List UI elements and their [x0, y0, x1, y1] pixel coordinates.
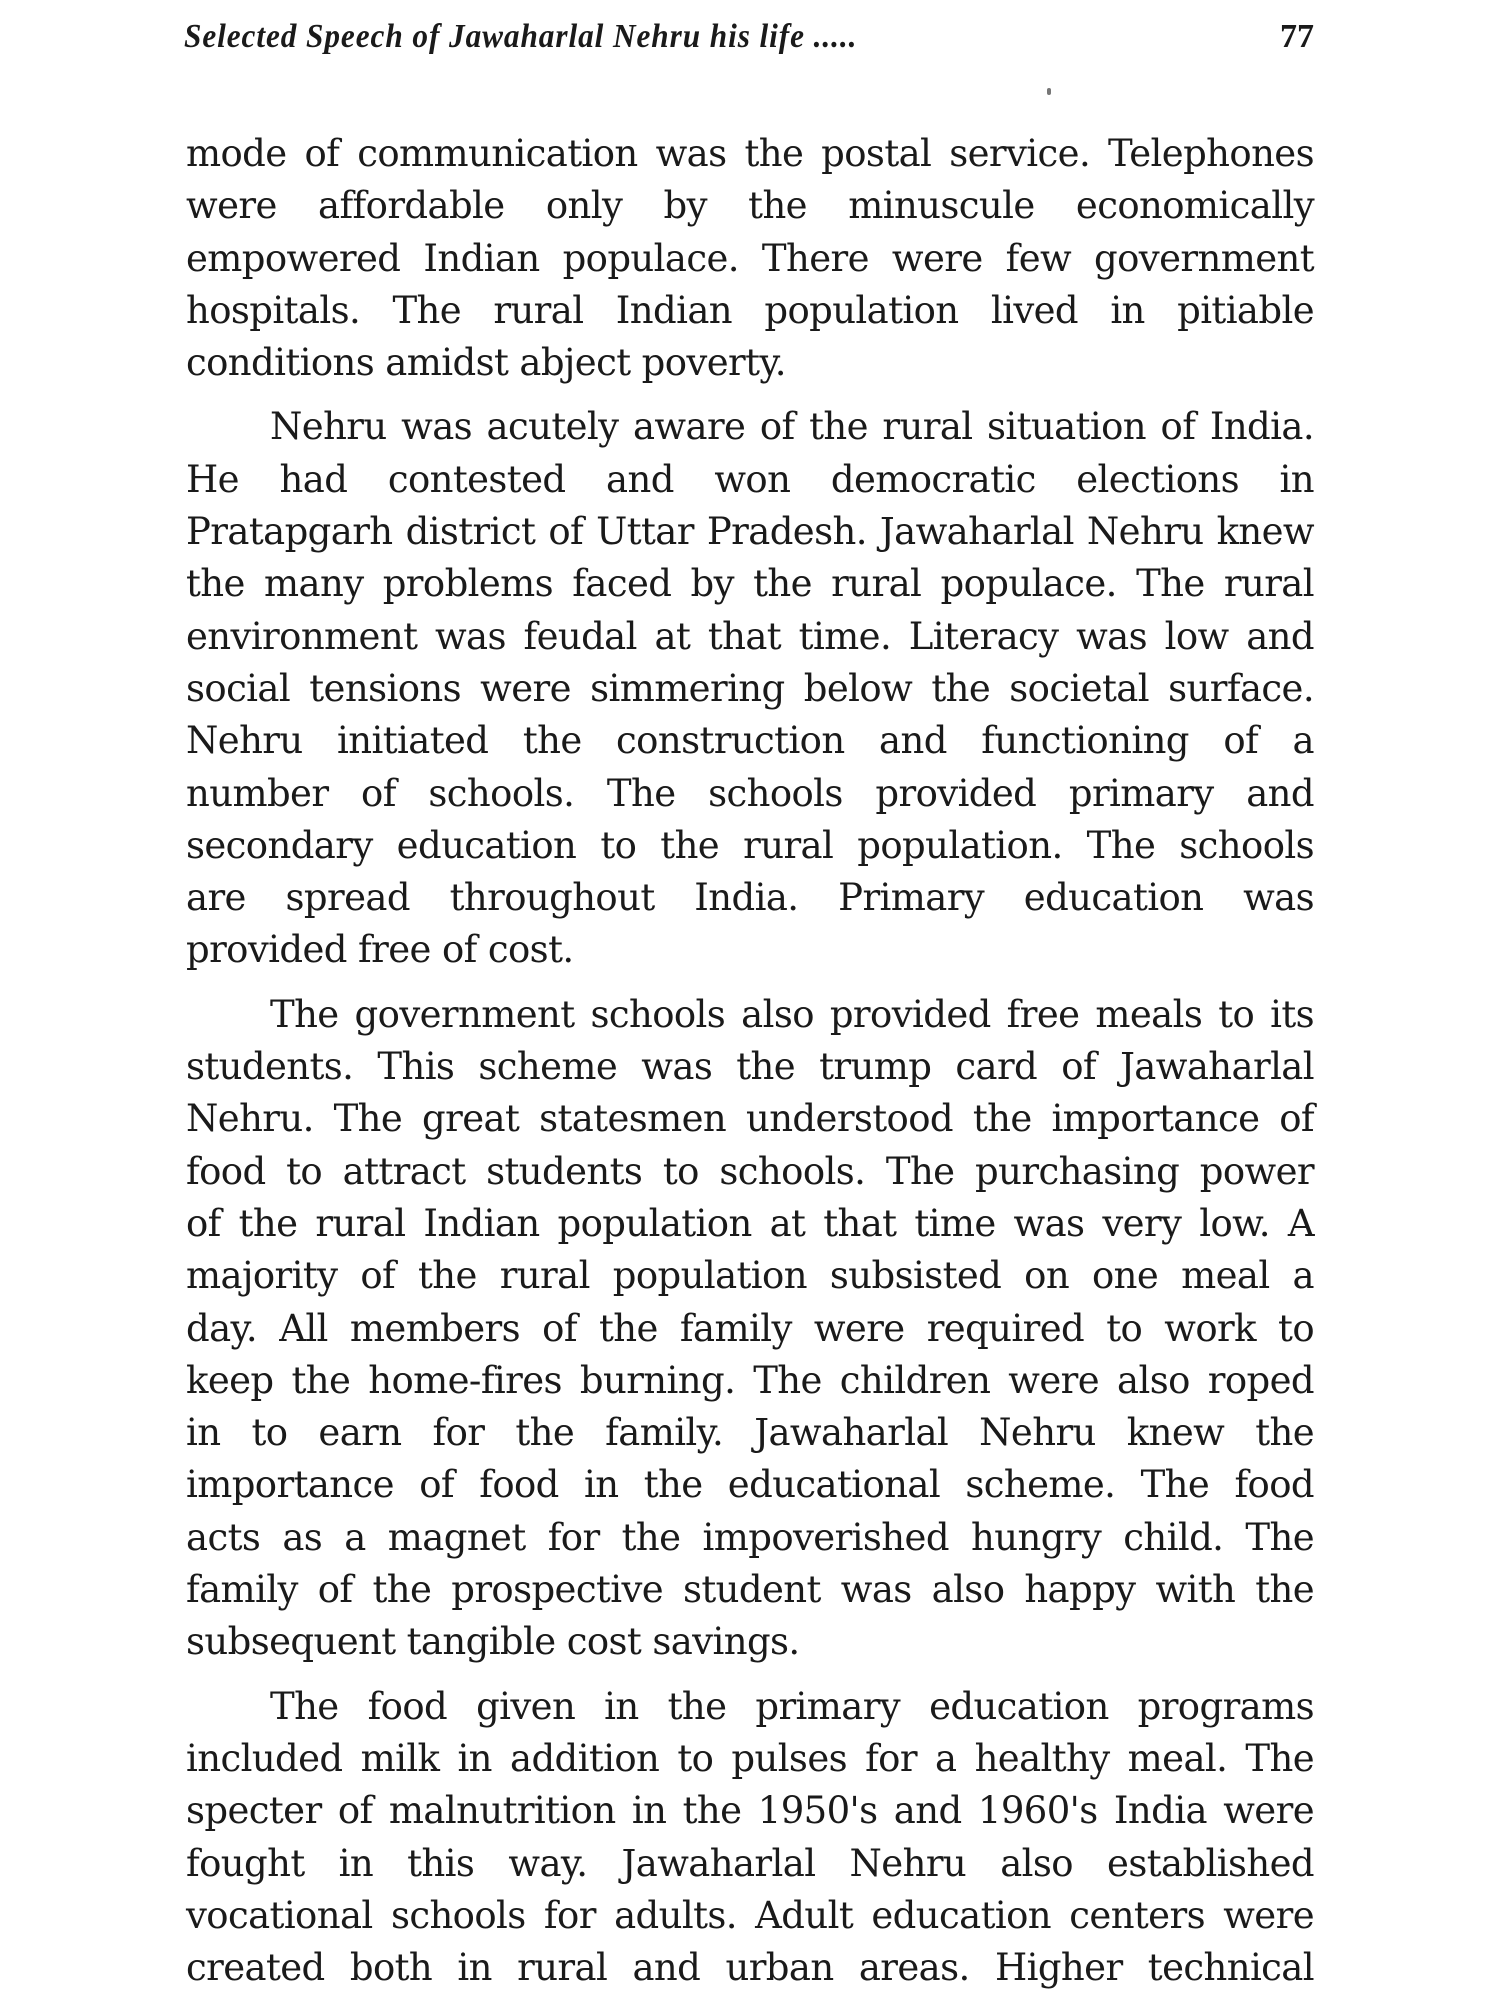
text-line: secondary education to the rural population. The schools	[186, 823, 1314, 867]
text-line: The government schools also provided free meals to its	[270, 992, 1314, 1036]
page-number: 77	[1280, 18, 1314, 55]
paragraph	[186, 401, 1314, 976]
text-line: subsequent tangible cost savings.	[186, 1620, 800, 1664]
text-line: acts as a magnet for the impoverished hungry child. The	[186, 1515, 1314, 1559]
text-line: empowered Indian populace. There were few government	[186, 236, 1314, 280]
scan-speck	[1047, 88, 1051, 95]
body-text	[186, 128, 1314, 1994]
text-line: created both in rural and urban areas. Higher technical	[186, 1946, 1314, 1990]
text-line: majority of the rural population subsisted on one meal a	[186, 1254, 1314, 1298]
text-line: Nehru was acutely aware of the rural situation of India.	[270, 405, 1314, 449]
text-line: number of schools. The schools provided primary and	[186, 771, 1314, 815]
text-line: fought in this way. Jawaharlal Nehru also established	[186, 1841, 1314, 1885]
running-head: Selected Speech of Jawaharlal Nehru his life .....	[184, 18, 858, 55]
text-line: day. All members of the family were required to work to	[186, 1306, 1314, 1350]
paragraph-gap	[186, 977, 1314, 989]
text-line: were affordable only by the minuscule economically	[186, 184, 1314, 228]
text-line: keep the home-fires burning. The children were also roped	[186, 1358, 1314, 1402]
text-line: in to earn for the family. Jawaharlal Nehru knew the	[186, 1411, 1314, 1455]
paragraph-gap	[186, 389, 1314, 401]
text-line: included milk in addition to pulses for a healthy meal. The	[186, 1736, 1314, 1780]
paragraph	[186, 989, 1314, 1669]
text-line: conditions amidst abject poverty.	[186, 341, 786, 385]
text-line: Pratapgarh district of Uttar Pradesh. Jawaharlal Nehru knew	[186, 510, 1314, 554]
paragraph	[186, 1681, 1314, 1995]
paragraph-gap	[186, 1669, 1314, 1681]
text-line: family of the prospective student was also happy with the	[186, 1568, 1314, 1612]
text-line: environment was feudal at that time. Literacy was low and	[186, 614, 1314, 658]
text-line: students. This scheme was the trump card of Jawaharlal	[186, 1045, 1314, 1089]
text-line: the many problems faced by the rural populace. The rural	[186, 562, 1314, 606]
text-line: importance of food in the educational scheme. The food	[186, 1463, 1314, 1507]
text-line: specter of malnutrition in the 1950's and 1960's India were	[186, 1789, 1314, 1833]
text-line: hospitals. The rural Indian population lived in pitiable	[186, 288, 1314, 332]
text-line: provided free of cost.	[186, 928, 574, 972]
text-line: social tensions were simmering below the societal surface.	[186, 666, 1314, 710]
text-line: Nehru. The great statesmen understood the importance of	[186, 1097, 1314, 1141]
text-line: are spread throughout India. Primary education was	[186, 876, 1314, 920]
text-line: Nehru initiated the construction and functioning of a	[186, 719, 1314, 763]
text-line: The food given in the primary education programs	[270, 1684, 1314, 1728]
page-header	[184, 18, 1314, 68]
text-line: of the rural Indian population at that time was very low. A	[186, 1201, 1314, 1245]
text-line: mode of communication was the postal service. Telephones	[186, 132, 1314, 175]
text-line: vocational schools for adults. Adult education centers were	[186, 1893, 1314, 1937]
text-line: He had contested and won democratic elections in	[186, 457, 1314, 501]
paragraph	[186, 128, 1314, 389]
text-line: food to attract students to schools. The purchasing power	[186, 1149, 1314, 1193]
